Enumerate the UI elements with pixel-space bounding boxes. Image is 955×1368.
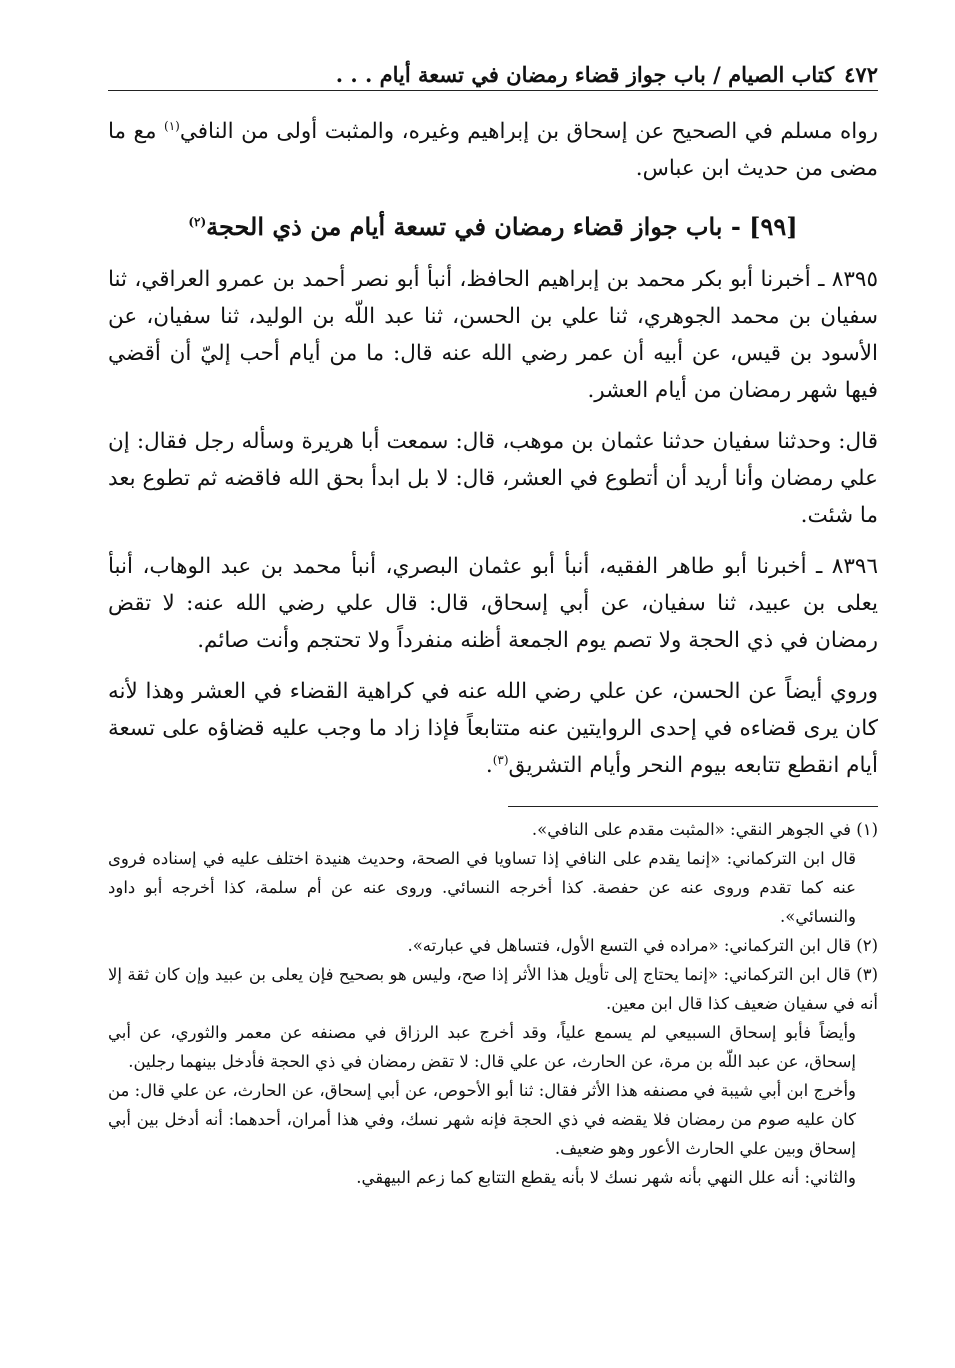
footnote-ref-1: (١) bbox=[164, 118, 180, 133]
chapter-title-text: [٩٩] - باب جواز قضاء رمضان في تسعة أيام من ذي الحجة bbox=[206, 212, 798, 241]
footnote-separator bbox=[508, 806, 878, 807]
book-page bbox=[108, 52, 878, 1192]
footnote-1-lead: (١) في الجوهر النقي: «المثبت مقدم على النافي». bbox=[531, 820, 878, 839]
qala-paragraph: قال: وحدثنا سفيان حدثنا عثمان بن موهب، قال: سمعت أبا هريرة وسأله رجل فقال: إن علي رمضان وأنا أريد أن أتطوع في العشر، قال: لا بل ابدأ بحق الله فاقضه ثم تطوع بعد ما شئت. bbox=[108, 429, 878, 528]
intro-paragraph bbox=[108, 113, 878, 187]
hadith-8396: ٨٣٩٦ ـ أخبرنا أبو طاهر الفقيه، أنبأ أبو عثمان البصري، أنبأ محمد بن عبد الوهاب، أنبأ يعلى بن عبيد، ثنا سفيان، عن أبي إسحاق، قال: قال علي رضي الله عنه: لا تقض رمضان في ذي الحجة ولا تصم يوم الجمعة أظنه منفرداً ولا تحتجم وأنت صائم. bbox=[108, 554, 878, 653]
footnote-1-cont: قال ابن التركماني: «إنما يقدم على النافي إذا تساويا في الصحة، وحديث هنيدة اختلف عليه في إسناده فروى عنه كما تقدم وروى عنه عن حفصة. كذا أخرجه النسائي. وروى عنه عن أم سلمة، كذا أخرجه أبو داود والنسائي». bbox=[108, 849, 856, 926]
hadith-8395: ٨٣٩٥ ـ أخبرنا أبو بكر محمد بن إبراهيم الحافظ، أنبأ أبو نصر أحمد بن عمرو العراقي، ثنا سفيان بن محمد الجوهري، ثنا علي بن الحسن، ثنا عبد اللّه بن الوليد، ثنا سفيان، عن الأسود بن قيس، عن أبيه أن عمر رضي الله عنه قال: ما من أيام أحب إليّ أن أقضي فيها شهر رمضان من أيام العشر. bbox=[108, 267, 878, 403]
footnote-ref-2: (٢) bbox=[188, 215, 207, 229]
footnote-3-lead: (٣) قال ابن التركماني: «إنما يحتاج إلى تأويل هذا الأثر إذا صح، وليس هو بصحيح فإن يعلى بن عبيد وإن كان ثقة إلا أنه في سفيان ضعيف كذا قال ابن معين. bbox=[108, 965, 878, 1013]
footnote-3-cont-3: والثاني: أنه علل النهي بأنه شهر نسك لا بأنه يقطع التتابع كما زعم البيهقي. bbox=[356, 1168, 856, 1187]
ruwiya-tail: . bbox=[485, 753, 493, 778]
chapter-title bbox=[108, 207, 878, 247]
ruwiya-text: وروي أيضاً عن الحسن، عن علي رضي الله عنه في كراهية القضاء في العشر وهذا لأنه كان يرى قضاءه في إحدى الروايتين عنه متتابعاً فإذا زاد ما وجب عليه قضاؤه على تسعة أيام انقطع تتابعه بيوم النحر وأيام التشريق bbox=[108, 679, 878, 778]
footnote-2: (٢) قال ابن التركماني: «مراده في التسع الأول، فتساهل في عبارته». bbox=[407, 936, 878, 955]
footnotes bbox=[108, 815, 878, 1192]
running-title: كتاب الصيام / باب جواز قضاء رمضان في تسعة أيام . . . bbox=[335, 62, 835, 87]
ruwiya-paragraph bbox=[108, 673, 878, 784]
running-header bbox=[108, 52, 878, 91]
footnote-3-cont-1: وأيضاً فأبو إسحاق السبيعي لم يسمع علياً، وقد أخرج عبد الرزاق في مصنفه عن معمر والثوري، عن أبي إسحاق، عن عبد اللّه بن مرة، عن الحارث، عن علي قال: لا تقض رمضان في ذي الحجة فأدخل بينهما رجلين. bbox=[108, 1023, 856, 1071]
main-text bbox=[108, 113, 878, 784]
intro-text: رواه مسلم في الصحيح عن إسحاق بن إبراهيم وغيره، والمثبت أولى من النافي bbox=[179, 119, 878, 144]
footnote-ref-3: (٣) bbox=[492, 752, 509, 767]
intro-tail: مع ما مضى من حديث ابن عباس. bbox=[108, 119, 878, 181]
page-number: ٤٧٢ bbox=[844, 62, 878, 87]
footnote-3-cont-2: وأخرج ابن أبي شيبة في مصنفه هذا الأثر فقال: ثنا أبو الأحوص، عن أبي إسحاق، عن الحارث، عن علي قال: من كان عليه صوم من رمضان فلا يقضه في ذي الحجة فإنه شهر نسك، وفي هذا أمران، أحدهما: أنه أدخل بين أبي إسحاق وبين علي الحارث الأعور وهو ضعيف. bbox=[108, 1081, 856, 1158]
